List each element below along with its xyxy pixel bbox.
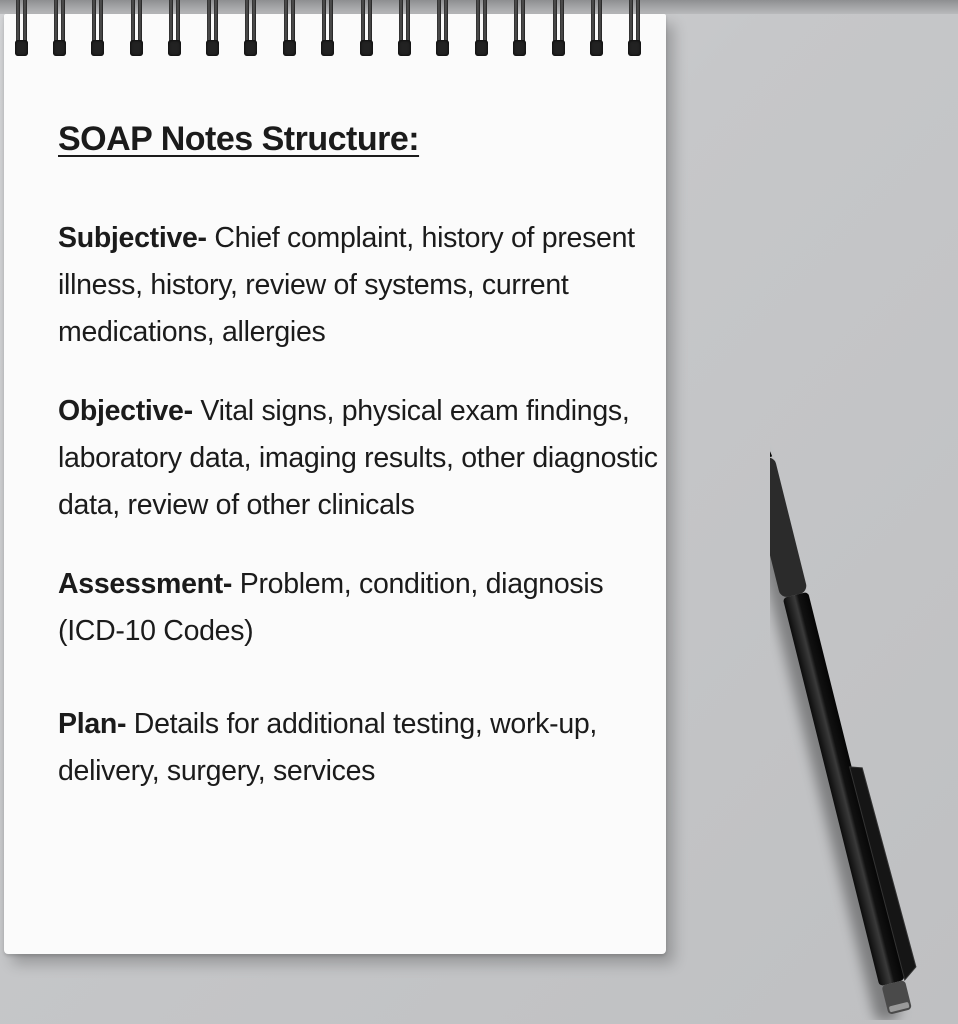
spiral-ring-icon [512, 0, 526, 56]
pen-icon [770, 380, 958, 1020]
spiral-ring-icon [320, 0, 334, 56]
spiral-ring-icon [282, 0, 296, 56]
section-text: Problem, condition, diagnosis (ICD-10 Codes) [58, 568, 604, 647]
section-label: Subjective- [58, 222, 207, 254]
page-title: SOAP Notes Structure: [58, 120, 420, 158]
spiral-ring-icon [589, 0, 603, 56]
section-text: Vital signs, physical exam findings, laboratory data, imaging results, other diagnostic data, review of other clinicals [58, 395, 658, 521]
section-label: Assessment- [58, 568, 233, 600]
spiral-ring-icon [243, 0, 257, 56]
spiral-ring-icon [397, 0, 411, 56]
spiral-ring-icon [359, 0, 373, 56]
spiral-ring-icon [474, 0, 488, 56]
section-text: Chief complaint, history of present illness, history, review of systems, current medications, allergies [58, 222, 635, 348]
section-subjective [58, 215, 658, 356]
spiral-ring-icon [551, 0, 565, 56]
spiral-ring-icon [167, 0, 181, 56]
section-assessment [58, 561, 658, 655]
section-label: Plan- [58, 708, 127, 740]
spiral-ring-icon [90, 0, 104, 56]
spiral-ring-icon [14, 0, 28, 56]
spiral-ring-icon [435, 0, 449, 56]
spiral-ring-icon [205, 0, 219, 56]
section-plan [58, 701, 658, 795]
section-text: Details for additional testing, work-up, delivery, surgery, services [58, 708, 598, 787]
spiral-ring-icon [52, 0, 66, 56]
spiral-ring-icon [129, 0, 143, 56]
section-objective [58, 388, 658, 529]
section-label: Objective- [58, 395, 193, 427]
spiral-notepad [4, 14, 666, 954]
spiral-binding [0, 0, 680, 60]
spiral-ring-icon [627, 0, 641, 56]
notes-content [58, 120, 658, 827]
